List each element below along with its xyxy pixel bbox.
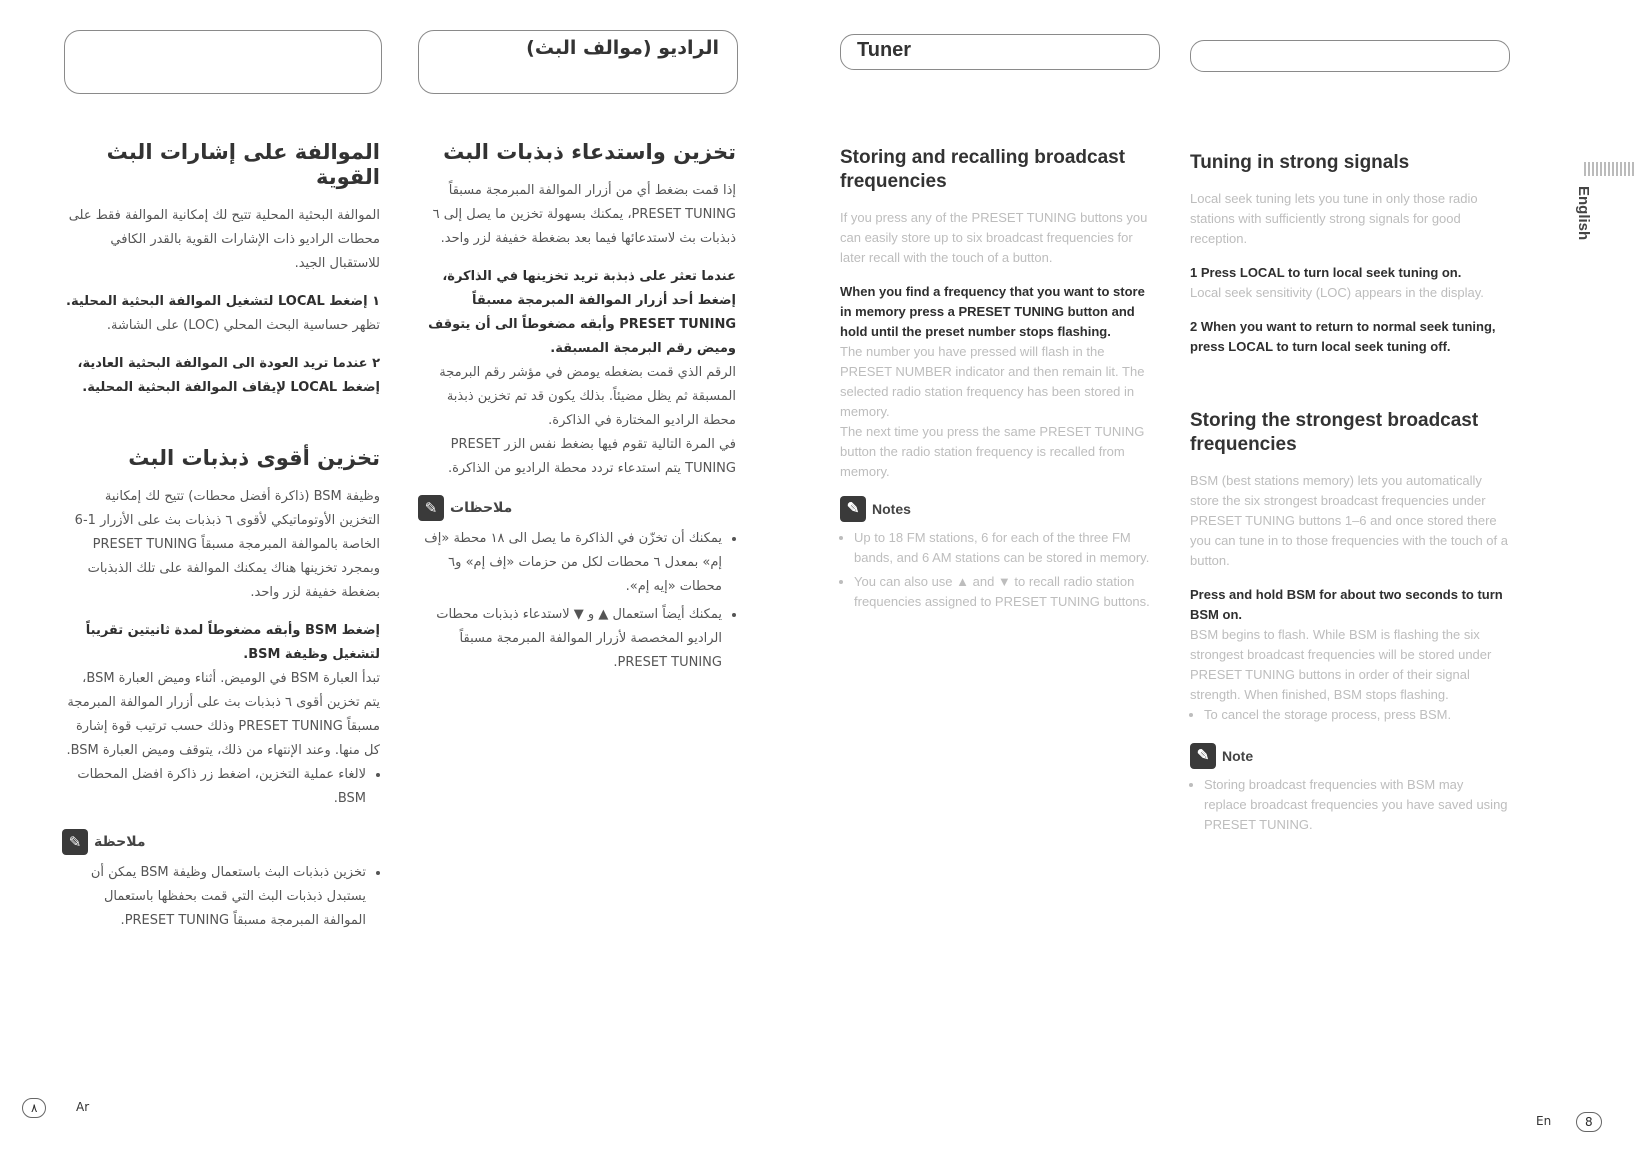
ar-note-item: • يمكنك أيضاً استعمال ▲ و ▼ لاستدعاء ذبذبات محطات الراديو المخصصة لأزرار الموالفة المبرمجة مسبقاً PRESET TUNING. [418,603,722,675]
ar-notes-header [418,495,736,521]
page-number-left: ٨ [22,1098,46,1118]
en-step: 2 When you want to return to normal seek tuning, press LOCAL to turn local seek tuning off. [1190,319,1496,354]
ar-paragraph: تبدأ العبارة BSM في الوميض. أثناء وميض العبارة BSM، يتم تخزين أقوى ٦ ذبذبات بث على أزرار الموالفة المبرمجة مسبقاً PRESET TUNING وذلك حسب ترتيب قوة إشارة كل منها. وعند الإنتهاء من ذلك، يتوقف وميض العبارة BSM. [66,671,380,758]
header-box-tuner [840,34,1160,70]
ar-notes-title: ملاحظات [450,500,513,516]
ar-step: عندما تعثر على ذبذبة تريد تخزينها في الذاكرة، إضغط أحد أزرار الموالفة المبرمجة مسبقاً PRESET TUNING وأبقه مضغوطاً الى أن يتوقف وميض رقم البرمجة المسبقة. [428,269,736,356]
ar-heading-strongest: تخزين أقوى ذبذبات البث [128,446,380,470]
en-heading-storing: Storing and recalling broadcast frequencies [840,147,1126,192]
en-heading-tuning-strong: Tuning in strong signals [1190,152,1410,173]
en-note-item: • Storing broadcast frequencies with BSM may replace broadcast frequencies you have saved using PRESET TUNING. [1204,775,1508,835]
en-note-item: • You can also use ▲ and ▼ to recall radio station frequencies assigned to PRESET TUNING buttons. [854,572,1158,612]
ar-step: ١ إضغط LOCAL لتشغيل الموالفة البحثية المحلية. [66,294,380,309]
pencil-icon: ✎ [840,496,866,522]
ar-paragraph: إذا قمت بضغط أي من أزرار الموالفة المبرمجة مسبقاً PRESET TUNING، يمكنك بسهولة تخزين ما يصل إلى ٦ ذبذبات بث لاستدعائها فيما بعد بضغطة خفيفة لزر واحد. [432,183,736,246]
en-column-2 [1190,150,1508,839]
language-code-left: Ar [76,1100,90,1114]
en-paragraph: Local seek sensitivity (LOC) appears in the display. [1190,285,1484,300]
ar-paragraph: وظيفة BSM (ذاكرة أفضل محطات) تتيح لك إمكانية التخزين الأوتوماتيكي لأقوى ٦ ذبذبات بث على الأزرار 1-6 الخاصة بالموالفة المبرمجة مسبقاً PRESET TUNING وبمجرد تخزينها هناك يمكنك الموالفة على تلك الذبذبات بضغطة خفيفة لزر واحد. [74,489,380,600]
en-heading-strongest: Storing the strongest broadcast frequencies [1190,410,1479,455]
arabic-section-title: الراديو (موالف البث) [526,37,719,59]
ar-note-item: • تخزين ذبذبات البث باستعمال وظيفة BSM يمكن أن يستبدل ذبذبات البث التي قمت بحفظها باستعمال الموالفة المبرمجة مسبقاً PRESET TUNING. [62,861,366,933]
ar-paragraph: في المرة التالية تقوم فيها بضغط نفس الزر PRESET TUNING يتم استدعاء تردد محطة الراديو من الذاكرة. [447,437,736,476]
en-step: When you find a frequency that you want to store in memory press a PRESET TUNING button and hold until the preset number stops flashing. [840,284,1145,339]
en-note-title: Note [1222,748,1254,764]
en-note-header [1190,743,1508,769]
tuner-section-title: Tuner [857,39,912,61]
ar-paragraph: تظهر حساسية البحث المحلي (LOC) على الشاشة. [106,318,380,333]
header-box-en-right [1190,40,1510,72]
side-tab-marker [1584,162,1636,176]
en-paragraph: The next time you press the same PRESET TUNING button the radio station frequency is recalled from memory. [840,424,1145,479]
ar-paragraph: الرقم الذي قمت بضغطه يومض في مؤشر رقم البرمجة المسبقة ثم يظل مضيئاً. بذلك يكون قد تم تخزين ذبذبة محطة الراديو المختارة في الذاكرة. [439,365,736,428]
english-tab-label: English [1575,186,1592,241]
en-step: Press and hold BSM for about two seconds to turn BSM on. [1190,587,1503,622]
en-bullet: • To cancel the storage process, press BSM. [1204,705,1508,725]
header-box-ar-left [64,30,382,94]
en-paragraph: BSM (best stations memory) lets you automatically store the six strongest broadcast frequencies under PRESET TUNING buttons 1–6 and once stored there you can tune in to those frequencies with the touch of a button. [1190,473,1508,568]
ar-left-column [62,140,380,937]
ar-paragraph: الموالفة البحثية المحلية تتيح لك إمكانية الموالفة فقط على محطات الراديو ذات الإشارات القوية بالقدر الكافي للاستقبال الجيد. [68,208,380,271]
ar-step: إضغط BSM وأبقه مضغوطاً لمدة ثانيتين تقريباً لتشغيل وظيفة BSM. [85,623,380,662]
pencil-icon: ✎ [418,495,444,521]
en-notes-header [840,496,1158,522]
ar-note-item: • يمكنك أن تخزّن في الذاكرة ما يصل الى ١٨ محطة «إف إم» بمعدل ٦ محطات لكل من حزمات «إف إم» و٦ محطات «إيه إم». [418,527,722,599]
en-paragraph: If you press any of the PRESET TUNING buttons you can easily store up to six broadcast frequencies for later recall with the touch of a button. [840,210,1148,265]
ar-note-title: ملاحظة [94,834,146,850]
header-box-ar-right [418,30,738,94]
pencil-icon: ✎ [62,829,88,855]
en-notes-title: Notes [872,501,911,517]
en-step: 1 Press LOCAL to turn local seek tuning on. [1190,265,1462,280]
en-paragraph: BSM begins to flash. While BSM is flashing the six strongest broadcast frequencies will be stored under PRESET TUNING buttons in order of their signal strength. When finished, BSM stops flashing. [1190,627,1492,702]
en-paragraph: The number you have pressed will flash in the PRESET NUMBER indicator and then remain lit. The selected radio station frequency has been stored in memory. [840,344,1145,419]
pencil-icon: ✎ [1190,743,1216,769]
ar-right-column [418,140,736,679]
ar-heading-strong-signals: الموالفة على إشارات البث القوية [106,140,380,189]
en-note-item: • Up to 18 FM stations, 6 for each of the three FM bands, and 6 AM stations can be stored in memory. [854,528,1158,568]
ar-bullet: • لالغاء عملية التخزين، اضغط زر ذاكرة افضل المحطات BSM. [62,763,366,811]
ar-heading-storing: تخزين واستدعاء ذبذبات البث [443,140,736,164]
en-paragraph: Local seek tuning lets you tune in only those radio stations with sufficiently strong signals for good reception. [1190,191,1478,246]
page-number-right: 8 [1576,1112,1602,1132]
ar-note-header [62,829,380,855]
en-column-1 [840,146,1158,616]
language-code-right: En [1536,1114,1552,1128]
ar-step: ٢ عندما تريد العودة الى الموالفة البحثية العادية، إضغط LOCAL لإيقاف الموالفة البحثية المحلية. [77,356,380,395]
